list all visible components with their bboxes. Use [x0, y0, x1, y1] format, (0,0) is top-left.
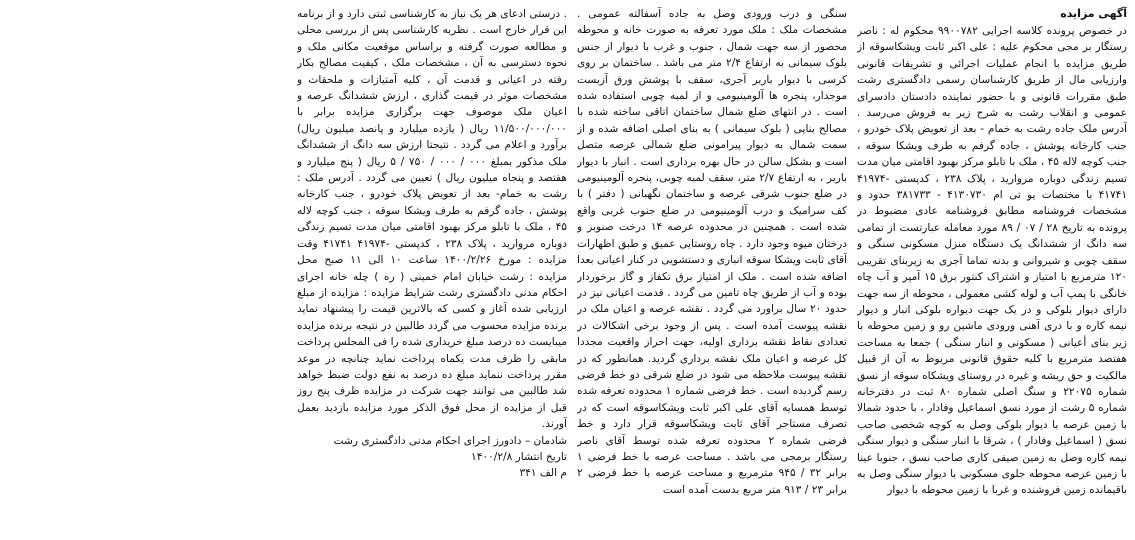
notice-column-3: [297, 6, 567, 536]
notice-column-1-text: در خصوص پرونده کلاسه اجرایی ۹۹۰۰۷۸۲ محکوم له : ناصر رستگار بر مجی محکوم علیه : علی اکبر ثابت ویشکاسوقه از طریق مزایده با انجام عملیات اجرائی و تشریفات قانونی وارزیابی مال از طریق کارشناسان رسمی دادگستری رشت طبق مقررات قانونی و با حضور نماینده دادستان دادسرای عمومی و انقلاب رشت به شرح زیر به فروش می‌رسد . آدرس ملک جاده رشت به خمام - بعد از تعویض پلاک خودرو ، جنب کارخانه پوشش ، جاده گرفم به طرف ویشکا سوقه ، جنب کوچه لاله ۴۵ ، ملک با تابلو مرکز بهبود اقامتی میان مدت تسیم زندگی دوباره مروارید ، پلاک ۲۳۸ ، کدپستی -۴۱۹۷۴ ۴۱۷۴۱ با مختصات یو تی ام ۴۱۳۰۷۳۰ - ۳۸۱۷۳۳ حدود و مشخصات فروشنامه مطابق فروشنامه عادی مضبوط در پرونده به تاریخ ۲۸ / ۰۷ / ۸۹ مورد معامله عبارتست از تمامی سه دانگ از ششدانگ یک دستگاه منزل مسکونی سنگی و سقف چوبی و شیروانی و بدنه تماما آجری به زیربنای تقریبی ۱۲۰ مترمربع با امتیاز و اشتراک کنتور برق ۱۵ آمپر و آب چاه خانگی با پمپ آب و لوله کشی معمولی ، محوطه از سه جهت دارای دیوار بلوکی و در یک جهت دیواره بلوکی انبار و دیوار نیمه کاره و با دری آهنی ورودی ماشین رو و زمین محوطه با زیر بنای أعیانی ( مسکونی و انبار سنگی ) جمعا به مساحت هفتصد مترمربع با کلیه حقوق قانونی مربوط به آن از قبیل مالکیت و حق ریشه و غیره در روستای ویشکاه سوقه از نسق شماره ۲۲۰۷۵ و سنگ اصلی شماره ۸۰ ثبت در دفترخانه شماره ۵ رشت از مورد نسق اسماعیل وفادار ، با حدود شمالا با زمین عرصه با دیوار بلوکی وصل به کوچه شخصی صاحب نسق ( اسماعیل وفادار ) ، شرقا با انبار سنگی و دیوار سنگی نیمه کاره وصل به زمین صیفی کاری صاحب نسق ، جنوبا عینا با زمین عرصه محوطه جلوی مسکونی با دیوار سنگی وصل به باقیمانده زمین فروشنده و غربا با زمین محوطه با دیوار: [857, 25, 1127, 497]
notice-title: آگهی مزایده: [1060, 7, 1127, 20]
notice-column-2: [577, 6, 847, 536]
notice-reference: م الف ۳۴۱: [519, 467, 567, 480]
notice-column-3-text: . درستی ادعای هر یک نیاز به کارشناسی ثبتی دارد و از برنامه این قرار خارج است . نظریه کارشناسی پس از بررسی محلی و مطالعه صورت گرفته و براساس موقعیت مکانی ملک و نحوه دسترسی به آن ، مشخصات ملک ، کیفیت مصالح بکار رفته در اعیانی و قدمت آن ، کلیه آمتیازات و ملحقات و مشخصات موثر در قیمت گذاری ، ارزش ششدانگ عرصه و اعیان ملک موصوف جهت برگزاری مزایده برابر با ۱۱/۵۰۰/۰۰۰/۰۰۰ ریال ( یازده میلیارد و پانصد میلیون ریال) برآورد و اعلام می گردد . نتیجتا ارزش سه دانگ از ششدانگ ملک مذکور بمبلغ ۰۰۰ / ۰۰۰ / ۷۵۰ / ۵ ریال ( پنج میلیارد و هفتصد و پنجاه میلیون ریال ) تعیین می گردد . آدرس ملک : رشت به خمام- بعد از تعویض پلاک خودرو ، جنب کارخانه پوشش ، جاده گرفم به طرف ویشکا سوقه ، جنب کوچه لاله ۴۵ ، ملک با تابلو مرکز بهبود اقامتی میان مدت تسیم زندگی دوباره مروارید ، پلاک ۲۳۸ ، کدپستی -۴۱۹۷۴ ۴۱۷۴۱ وقت مزایده : مورخ ۱۴۰۰/۲/۲۶ ساعت ۱۰ الی ۱۱ صبح محل مزایده : رشت خیابان امام خمینی ( ره ) چله خانه اجرای احکام مدنی دادگستری رشت شرایط مزایده : مزایده از مبلغ ارزیابی شده آغاز و کسی که بالاترین قیمت را پیشنهاد نماید برنده مزایده محسوب می گردد طالبین در نتیجه برنده مزایده میبایست ده درصد مبلغ خریداری شده را فی المجلس پرداخت مابقی را ظرف مدت یکماه پرداخت نماید چنانچه در موعد مقرر پرداخت ننماید مبلغ ده درصد به نفع دولت ضبط خواهد شد طالبین می توانند جهت شرکت در مزایده ظرف پنج روز قبل از مزایده از محل فوق الذکر مورد مزایده بازدید بعمل آورند.: [297, 8, 567, 431]
notice-publish-date: تاریخ انتشار ۱۴۰۰/۲/۸: [471, 450, 567, 463]
notice-column-2-text: سنگی و درب ورودی وصل به جاده آسفالته عمومی . مشخصات ملک : ملک مورد تعرفه به صورت خانه و محوطه محصور از سه جهت شمال ، جنوب و غرب با دیوار از جنس بلوک سیمانی به ارتفاع ۲/۴ متر می باشد . ساختمان بر روی کرسی با دیوار باربر آجری، سقف با پوشش ورق آزبست موجدار، پنجره ها آلومینیومی و از لمبه چوبی استفاده شده است . در انتهای ضلع شمال ساختمان اتاقی ساخته شده با مصالح بنایی ( بلوک سیمانی ) به بنای اصلی اضافه شده و از سمت شمال به دیوار پیرامونی ضلع شمالی عرصه متصل است و بشکل سالن در حال بهره برداری است . انبار با دیوار باربر ، به ارتفاع ۲/۷ متر، سقف لمبه چوبی، پنجره آلومینیومی در ضلع جنوب شرقی عرصه و ساختمان نگهبانی ( دفتر ) با کف سرامیک و درب آلومینیومی در ضلع جنوب غربی واقع شده است . همچنین در محدوده عرصه ۱۴ درخت صنوبر و درختان میوه وجود دارد . چاه روستایی عمیق و طبق اظهارات آقای ثابت ویشکا سوقه انباری و دستشویی در کنار اعیانی بعدا اضافه شده است . ملک از امتیاز برق تکفاز و گاز برخوردار بوده و آب از طریق چاه تامین می گردد . قدمت اعیانی نیز در حدود ۲۰ سال براورد می گردد . نقشه عرصه و اعیان ملک در نقشه پیوست آمده است . پس از وجود برخی اشکالات در تعدادی نقاط نقشه برداری اولیه، جهت احراز واقعیت مجددا کل عرصه و اعیان ملک نقشه برداری گردید. همانطور که در نقشه پیوست ملاحظه می شود در ضلع شرقی دو خط فرضی رسم گردیده است . خط فرضی شماره ۱ محدوده تعرفه شده توسط همسایه آقای علی اکبر ثابت ویشکاسوقه است که در تصرف مستاجر آقای ثابت ویشکاسوقه قرار دارد و خط فرضی شماره ۲ محدوده تعرفه شده توسط آقای ناصر رستگار برمجی می باشد . مساحت عرصه با خط فرضی ۱ برابر ۳۲ / ۹۴۵ مترمربع و مساحت عرصه با خط فرضی ۲ برابر ۲۳ / ۹۱۳ متر مربع بدست آمده است: [577, 8, 847, 496]
notice-column-1: [857, 6, 1127, 536]
notice-signature: شادمان – دادورز اجرای احکام مدنی دادگستری رشت: [333, 434, 567, 447]
